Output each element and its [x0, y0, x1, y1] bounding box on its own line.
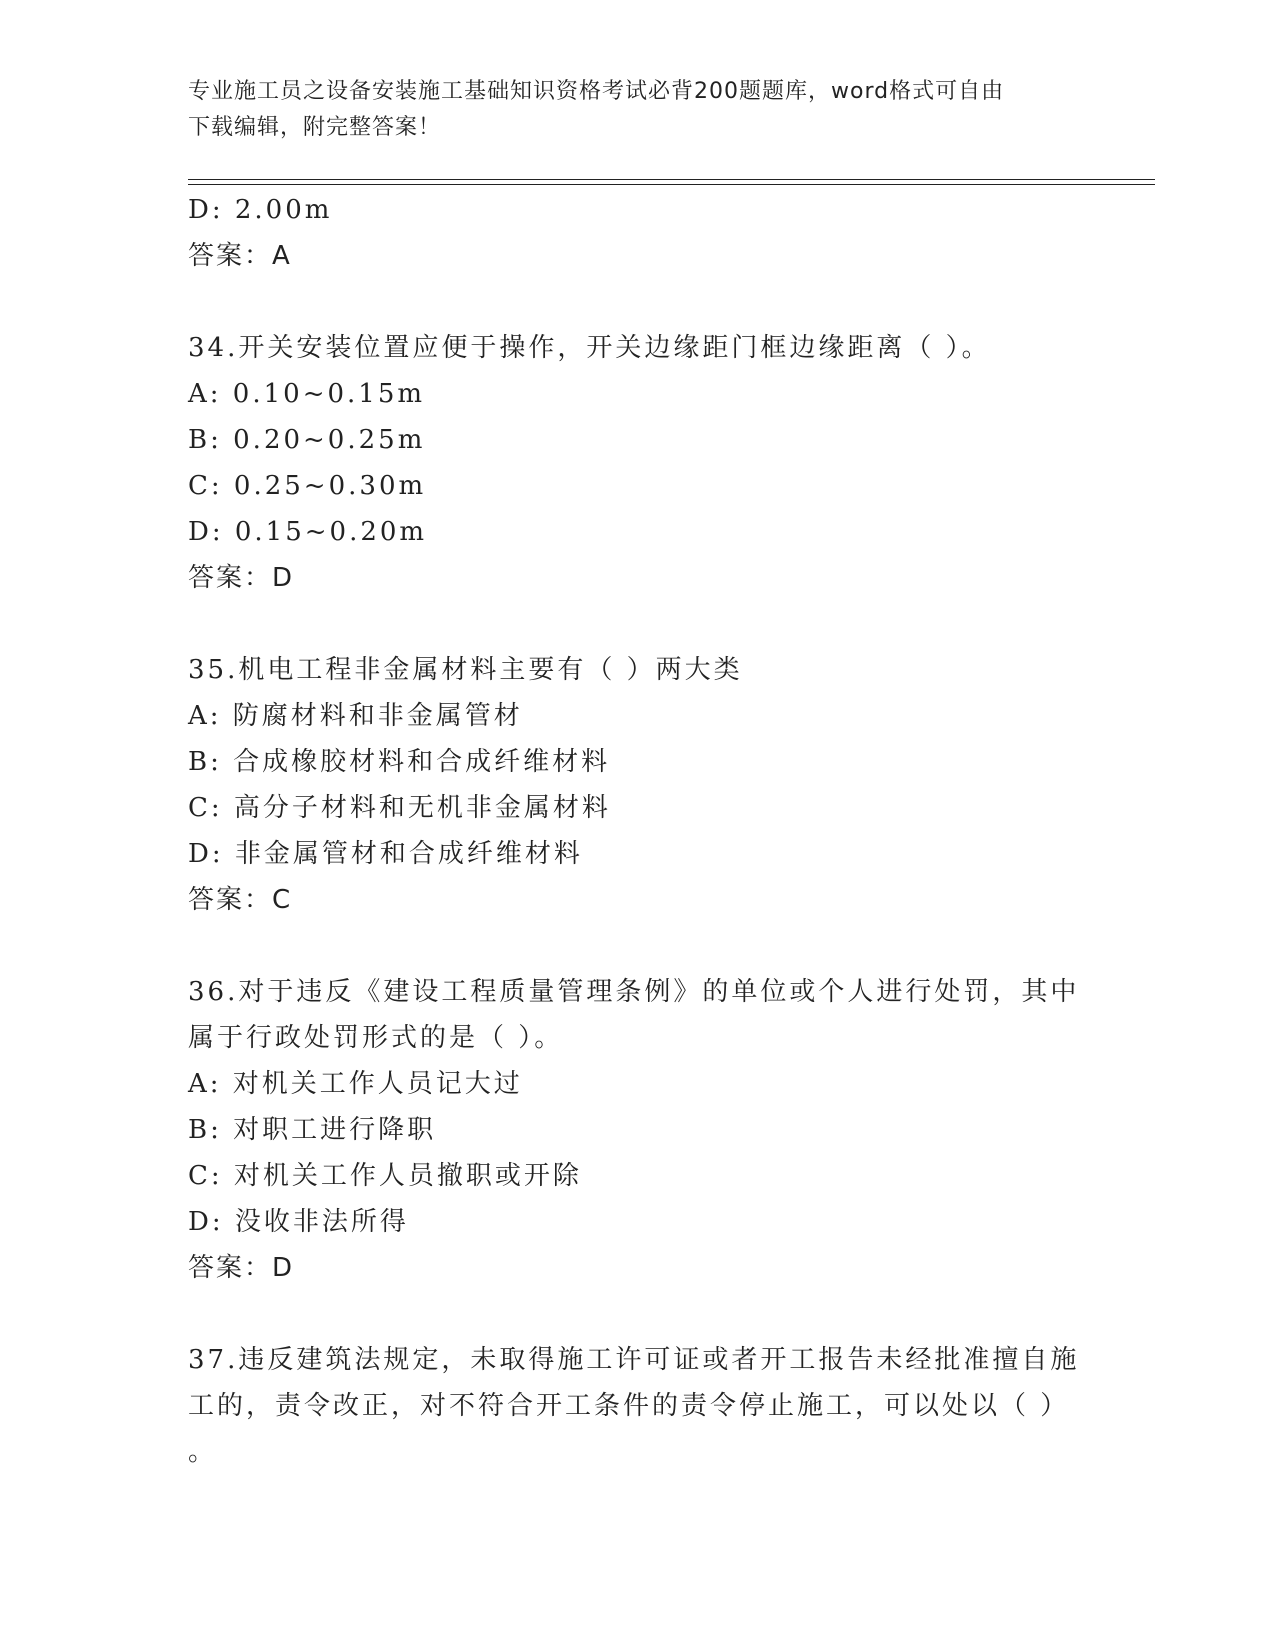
spacer: [188, 1291, 1068, 1337]
previous-question-tail: [188, 187, 1068, 279]
option-d: D: 2.00m: [188, 195, 333, 225]
question-34: [188, 325, 1068, 601]
option-c: C: 0.25~0.30m: [188, 471, 427, 501]
option-b: B: 对职工进行降职: [188, 1115, 437, 1145]
option-c: C: 对机关工作人员撤职或开除: [188, 1161, 582, 1191]
header-title-line-1: 专业施工员之设备安装施工基础知识资格考试必背200题题库，word格式可自由: [188, 79, 1005, 104]
spacer: [188, 601, 1068, 647]
answer-line: 答案：D: [188, 563, 295, 593]
option-d: D: 0.15~0.20m: [188, 517, 428, 547]
header-divider-top: [188, 179, 1155, 180]
option-b: B: 合成橡胶材料和合成纤维材料: [188, 747, 611, 777]
answer-line: 答案：C: [188, 885, 293, 915]
question-37: [188, 1337, 1080, 1475]
answer-line: 答案：D: [188, 1253, 295, 1283]
spacer: [188, 279, 1068, 325]
option-a: A: 防腐材料和非金属管材: [188, 701, 523, 731]
question-stem-line-1: 36.对于违反《建设工程质量管理条例》的单位或个人进行处罚，其中: [188, 977, 1080, 1007]
option-c: C: 高分子材料和无机非金属材料: [188, 793, 611, 823]
answer-line: 答案：A: [188, 241, 292, 271]
spacer: [188, 923, 1068, 969]
question-stem-line-2: 工的，责令改正，对不符合开工条件的责令停止施工，可以处以（ ）: [188, 1391, 1070, 1421]
header-title-line-2: 下载编辑，附完整答案！: [188, 115, 442, 140]
question-36: [188, 969, 1080, 1291]
header-divider-bottom: [188, 184, 1155, 185]
question-stem-line-3: 。: [188, 1437, 218, 1467]
option-d: D: 非金属管材和合成纤维材料: [188, 839, 583, 869]
question-stem: 35.机电工程非金属材料主要有（ ）两大类: [188, 655, 743, 685]
question-stem: 34.开关安装位置应便于操作，开关边缘距门框边缘距离（ ）。: [188, 333, 991, 363]
page-header: [188, 74, 1088, 146]
question-stem-line-2: 属于行政处罚形式的是（ ）。: [188, 1023, 564, 1053]
question-35: [188, 647, 1068, 923]
option-a: A: 对机关工作人员记大过: [188, 1069, 523, 1099]
option-b: B: 0.20~0.25m: [188, 425, 426, 455]
question-stem-line-1: 37.违反建筑法规定，未取得施工许可证或者开工报告未经批准擅自施: [188, 1345, 1080, 1375]
option-d: D: 没收非法所得: [188, 1207, 409, 1237]
question-content: [188, 187, 1080, 1475]
option-a: A: 0.10~0.15m: [188, 379, 426, 409]
